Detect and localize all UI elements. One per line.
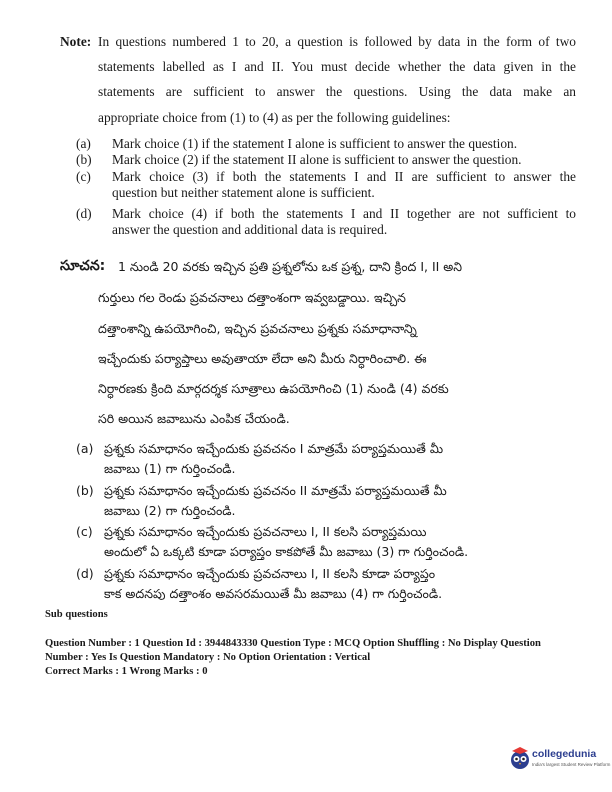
option-text: Mark choice (3) if both the statements I and II are sufficient to answer the: [112, 169, 576, 184]
option-text: Mark choice (2) if the statement II alone is sufficient to answer the question.: [112, 152, 522, 167]
telugu-note-line: గుర్తులు గల రెండు ప్రవచనాలు దత్తాంశంగా ఇవ్వబడ్డాయి. ఇచ్చిన: [98, 290, 406, 305]
telugu-option-text: ప్రశ్నకు సమాధానం ఇచ్చేందుకు ప్రవచనం I మాత్రమే పర్యాప్తమయితే మీ: [104, 441, 444, 456]
question-meta-line: Correct Marks : 1 Wrong Marks : 0: [45, 666, 208, 677]
telugu-option-label: (b): [76, 483, 94, 498]
telugu-option-text: అందులో ఏ ఒక్కటి కూడా పర్యాప్తం కాకపోతే మీ జవాబు (3) గా గుర్తించండి.: [104, 544, 469, 559]
note-line: statements are sufficient to answer the questions. Using the data make an: [98, 84, 576, 99]
note-label: Note:: [60, 34, 92, 49]
logo-name: collegedunia: [532, 748, 597, 760]
telugu-option-text: కాక అదనపు దత్తాంశం అవసరమయితే మీ జవాబు (4) గా గుర్తించండి.: [104, 586, 443, 601]
option-label: (d): [76, 206, 92, 221]
option-text: answer the question and additional data is required.: [112, 222, 388, 237]
telugu-note-line: 1 నుండి 20 వరకు ఇచ్చిన ప్రతి ప్రశ్నలోను ఒక ప్రశ్న, దాని క్రింద I, II అని: [118, 259, 463, 274]
telugu-note-label: సూచన:: [60, 258, 106, 274]
note-line: appropriate choice from (1) to (4) as per the following guidelines:: [98, 110, 451, 125]
option-text: Mark choice (1) if the statement I alone is sufficient to answer the question.: [112, 136, 518, 151]
telugu-option-text: ప్రశ్నకు సమాధానం ఇచ్చేందుకు ప్రవచనాలు I, II కలసి కూడా పర్యాప్తం: [104, 566, 436, 581]
graduate-owl-icon: [510, 746, 530, 772]
sub-questions-heading: Sub questions: [45, 609, 108, 620]
telugu-option-text: జవాబు (1) గా గుర్తించండి.: [104, 461, 236, 476]
question-meta-line: Question Number : 1 Question Id : 3944843330 Question Type : MCQ Option Shuffling : No Display Question: [45, 638, 541, 649]
telugu-option-label: (d): [76, 566, 94, 581]
telugu-note-line: నిర్ధారణకు క్రింది మార్గదర్శక సూత్రాలు ఉపయోగించి (1) నుండి (4) వరకు: [98, 381, 449, 396]
telugu-option-label: (a): [76, 441, 94, 456]
telugu-option-text: ప్రశ్నకు సమాధానం ఇచ్చేందుకు ప్రవచనాలు I, II కలసి పర్యాప్తమయి: [104, 524, 427, 539]
question-meta-line: Number : Yes Is Question Mandatory : No Option Orientation : Vertical: [45, 652, 371, 663]
telugu-option-text: ప్రశ్నకు సమాధానం ఇచ్చేందుకు ప్రవచనం II మాత్రమే పర్యాప్తమయితే మీ: [104, 483, 447, 498]
note-line: statements labelled as I and II. You must decide whether the data given in the: [98, 59, 576, 74]
telugu-note-line: ఇచ్చేందుకు పర్యాప్తాలు అవుతాయా లేదా అని మీరు నిర్ధారించాలి. ఈ: [98, 351, 427, 366]
option-label: (a): [76, 136, 91, 151]
option-label: (b): [76, 152, 92, 167]
option-text: question but neither statement alone is sufficient.: [112, 185, 375, 200]
collegedunia-logo: [510, 746, 611, 780]
telugu-option-text: జవాబు (2) గా గుర్తించండి.: [104, 503, 236, 518]
telugu-option-label: (c): [76, 524, 93, 539]
option-text: Mark choice (4) if both the statements I and II together are not sufficient to: [112, 206, 576, 221]
telugu-note-line: సరి అయిన జవాబును ఎంపిక చేయండి.: [98, 411, 290, 426]
logo-tagline: India's largest Student Review Platform: [532, 762, 611, 767]
option-label: (c): [76, 169, 91, 184]
telugu-note-line: దత్తాంశాన్ని ఉపయోగించి, ఇచ్చిన ప్రవచనాలు ప్రశ్నకు సమాధానాన్ని: [98, 321, 417, 336]
note-line: In questions numbered 1 to 20, a question is followed by data in the form of two: [98, 34, 576, 49]
